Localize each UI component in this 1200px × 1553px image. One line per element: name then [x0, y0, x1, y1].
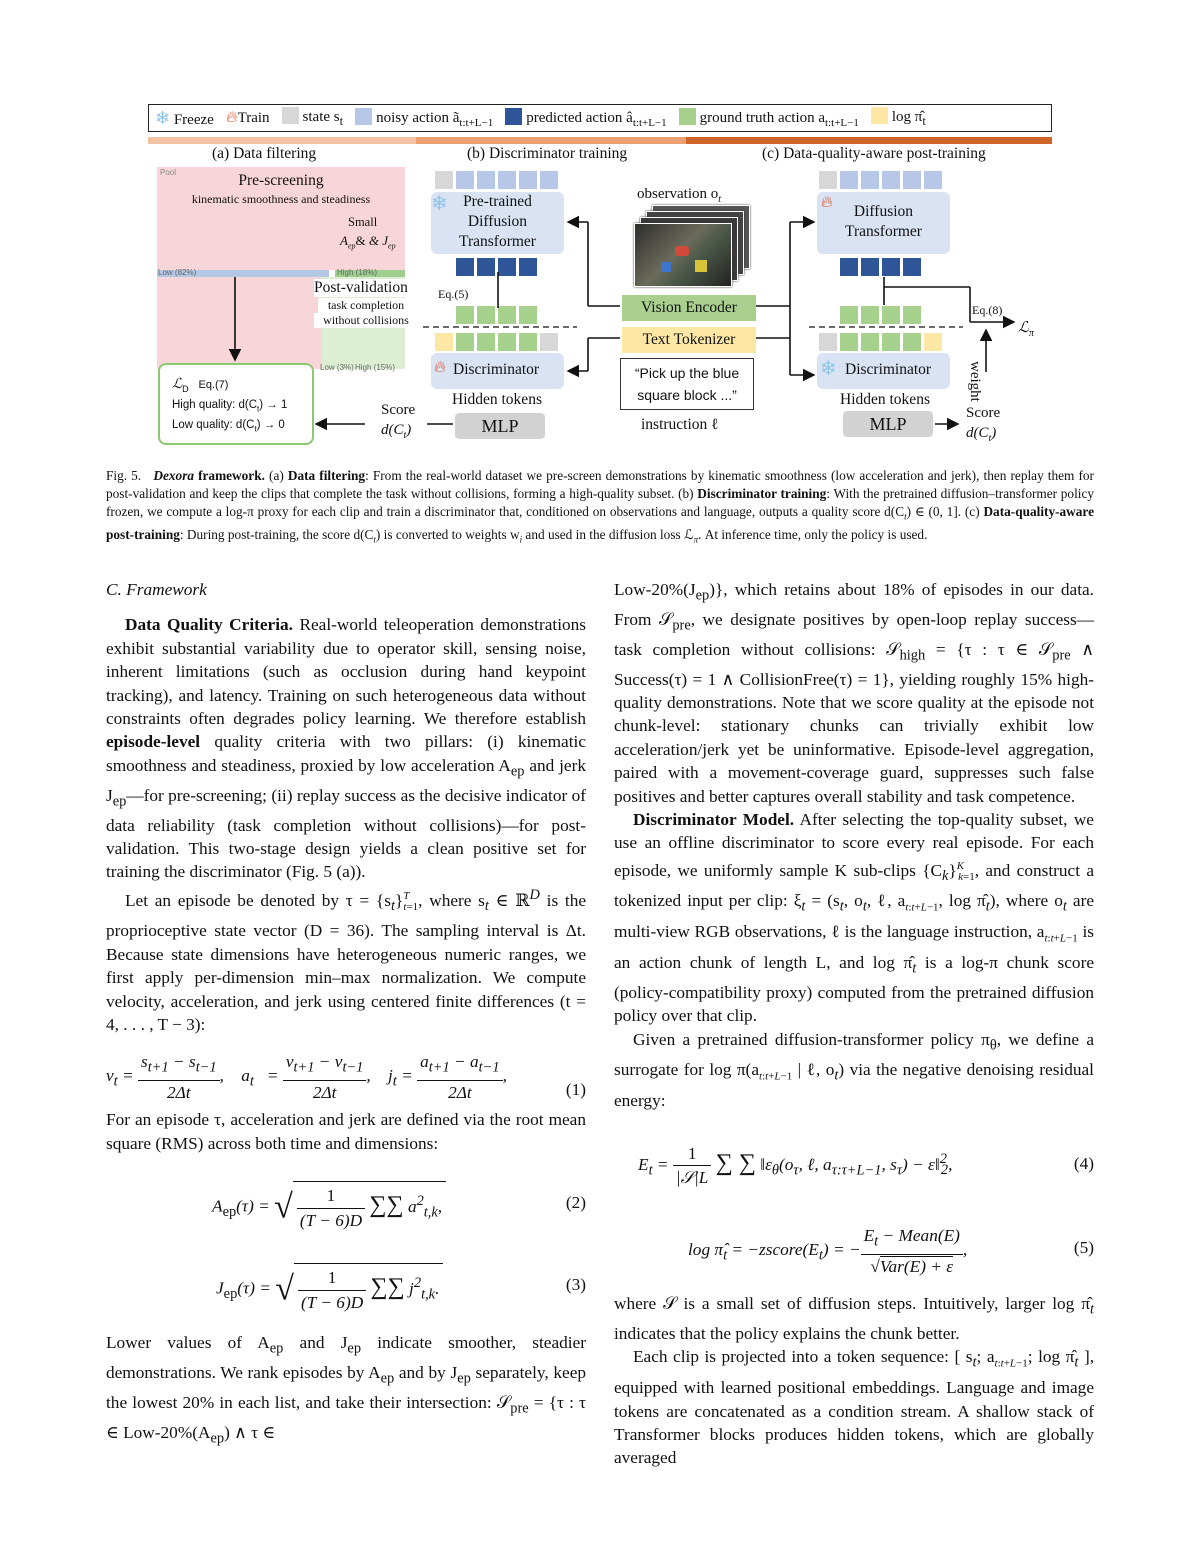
legend-train: 🔥︎Train — [225, 109, 270, 126]
high-quality-rule: High quality: $d(C_t) \to 1$ — [172, 399, 288, 414]
section-b-title: (b) Discriminator training — [467, 145, 628, 162]
equation-3: $J_{ep}(\tau)$ = √ $\frac{1}{(T - 6)D}$ ∑∑ $j^2_{t,k}$. (3) — [106, 1249, 586, 1323]
snowflake-icon: ❄ — [155, 107, 171, 128]
hidden-tokens-c: Hidden tokens — [840, 391, 930, 408]
figure-caption: Fig. 5. Dexora framework. (a) Data filtering: From the real-world dataset we pre-screen demonstrations by kinematic smoothness (low acceleration and jerk), then replay them for post-validation and keep the clips that complete the task without collisions, forming a high-quality subset. (b) Discriminator training: With the pretrained diffusion–transformer policy frozen, we compute a log-π proxy for each clip and train a discriminator that, conditioned on observations and language, outputs a quality score $d(C_t)$ ∈ (0, 1]. (c) Data-quality-aware post-training: During post-training, the score $d(C_t)$ is converted to weights $w_i$ and used in the diffusion loss ℒ$_\pi$. At inference time, only the policy is used. — [106, 468, 1095, 545]
postval-sub1: task completion — [318, 298, 414, 313]
fire-icon: 🔥︎ — [225, 109, 238, 126]
postval-title: Post-validation — [314, 279, 408, 296]
mlp-box-c: MLP — [843, 411, 933, 437]
para-selection: Low-$20\%(J_{ep})$}, which retains about 18% of episodes in our data. From 𝒮$_{pre}$, we designate positives by open-loop replay success—task completion without collisions: 𝒮$_{high}$ = {τ : τ ∈ 𝒮$_{pre}$ ∧ Success(τ) = 1 ∧ CollisionFree(τ) = 1}, yielding roughly 15% high-quality demonstrations. Note that we score quality at the episode not chunk-level: stationary chunks can trivially exhibit low acceleration/jerk yet be uninformative. Episode-level aggregation, paired with a movement-coverage guard, suppresses such false positives and better captures overall stability and task competence. — [614, 580, 1094, 806]
fire-icon: 🔥︎ — [434, 359, 446, 376]
legend-state: state $s_t$ — [282, 107, 344, 129]
score-symbol-b: $d(C_t)$ — [381, 422, 412, 441]
para-surrogate: Given a pretrained diffusion-transformer policy $\pi_\theta$, we define a surrogate for $\log \pi(a_{t:t+L-1}$ | ℓ, $o_t$) via the negative denoising residual energy: — [614, 1029, 1095, 1110]
postval-sub2: without collisions — [314, 313, 418, 328]
loss-d-label: ℒ$_D$ Eq.(7) — [172, 375, 229, 394]
para-discriminator-model: Discriminator Model. After selecting the top-quality subset, we use an offline discriminator to score every real episode. For each episode, we uniformly sample K sub-clips $\{C_k\}^K_{k=1}$, and construct a tokenized input per clip: $\xi_t = (s_t$, $o_t$, ℓ, $a_{t:t+L-1}$, $\log \pî_t$), where $o_t$ are multi-view RGB observations, ℓ is the language instruction, $a_{t:t+L-1}$ is an action chunk of length L, and $\log \pî_t$ is a log-π chunk score (policy-compatibility proxy) computed from the pretrained diffusion policy over that clip. — [614, 810, 1095, 1026]
low-quality-rule: Low quality: $d(C_t) \to 0$ — [172, 419, 285, 434]
high18-label: High (18%) — [337, 268, 378, 277]
discriminator-label-b: Discriminator — [453, 361, 540, 378]
score-label-c: Score — [966, 405, 1001, 421]
observation-label: observation $o_t$ — [637, 186, 722, 205]
score-label-b: Score — [381, 402, 416, 418]
small-symbols: $A_{ep}\&$ & $J_{ep}$ — [340, 233, 396, 251]
text-tokenizer-box: Text Tokenizer — [622, 327, 756, 353]
para-quality-criteria: Data Quality Criteria. Real-world teleoperation demonstrations exhibit substantial variability due to operator skill, sensing noise, inherent limitations (such as occlusion during hand keypoint tracking), and latency. Training on such heterogeneous data without constraints often degrades policy learning. We therefore establish episode-level quality criteria with two pillars: (i) kinematic smoothness and steadiness, proxied by low acceleration $A_{ep}$ and jerk $J_{ep}—for$ pre-screening; (ii) replay success as the decisive indicator of data reliability (task completion without collisions)—for post-validation. This two-stage design yields a clean positive set for training the discriminator (Fig. 5 (a)). — [106, 615, 586, 882]
pool-label: Pool — [160, 168, 177, 177]
loss-pi-label: ℒ$_\pi$ — [1018, 320, 1034, 339]
section-c-title: (c) Data-quality-aware post-training — [762, 145, 986, 162]
section-a-title: (a) Data filtering — [212, 145, 317, 162]
figure-arrows — [0, 0, 1200, 460]
para-where: where 𝒮 is a small set of diffusion steps. Intuitively, larger $\log \pî_t$ indicates that the policy explains the chunk better. — [614, 1293, 1094, 1343]
snowflake-icon: ❄ — [431, 193, 448, 215]
right-column — [614, 578, 1094, 1470]
diffusion-transformer-label-c: Diffusion Transformer — [845, 203, 922, 240]
vision-encoder-box: Vision Encoder — [622, 295, 756, 321]
low3-label: Low (3%) — [320, 363, 354, 372]
legend-noisy: noisy action $ã_{t:t+L-1}$ — [355, 108, 493, 129]
score-symbol-c: $d(C_t)$ — [966, 425, 997, 444]
high15-label: High (15%) — [355, 363, 396, 372]
instruction-quote-box: “Pick up the blue square block ...” — [620, 358, 754, 410]
section-heading: C. Framework — [106, 580, 207, 599]
instruction-label: instruction ℓ — [641, 416, 719, 433]
low82-label: Low (82%) — [158, 268, 197, 277]
left-column — [106, 578, 586, 1451]
legend-logpi: $\log \pî_t$ — [871, 107, 926, 129]
para-rms: For an episode τ, acceleration and jerk are defined via the root mean square (RMS) across both time and dimensions: — [106, 1110, 586, 1153]
weight-label: weight — [967, 361, 983, 402]
eq8-label: Eq.(8) — [972, 303, 1003, 317]
equation-1: $v_t$ = $\frac{s_{t+1} - s_{t-1}}{2\Delta t}$ , $a_t$ = $\frac{v_{t+1} - v_{t-1}}{2\Delta t}$ , $j_t$ = $\frac{a_{t+1} - a_{t-1}}{2\Delta t}$ , (1) — [106, 1052, 586, 1103]
mlp-box-b: MLP — [455, 413, 545, 439]
pretrained-dt-label: Pre-trained Diffusion Transformer — [459, 193, 536, 250]
para-token-sequence: Each clip is projected into a token sequence: [ $s_t$; $a_{t:t+L-1}$; $\log \pî_t$ ], equipped with learned positional embeddings. Language and image tokens are concatenated as a condition stream. A shallow stack of Transformer blocks produces hidden tokens, which are globally averaged — [614, 1347, 1095, 1468]
prescreen-sub: kinematic smoothness and steadiness — [191, 192, 371, 206]
equation-4: $E_t$ = $\frac{1}{\text{|𝒮|L}}$ ∑ ∑ $‖\varepsilon_\theta(o_\tau$, ℓ, $a_{\tau:\tau+L-1}$, $s_\tau$) − ε‖$^2_2$, (4) — [638, 1143, 1094, 1188]
eq5-label: Eq.(5) — [438, 287, 469, 301]
fire-icon: 🔥︎ — [821, 194, 833, 211]
small-label: Small — [348, 215, 378, 229]
para-episode-definition: Let an episode be denoted by $\tau = \{s_t\}^T_{t=1}$, where $s_t$ ∈ ℝ$^D$ is the proprioceptive state vector (D = 36). The sampling interval is Δt. Because state dimensions have heterogeneous numeric ranges, we first apply per-dimension min–max normalization. We compute velocity, acceleration, and jerk using centered finite differences (t = 4, . . . , T − 3): — [106, 886, 587, 1035]
legend-freeze: ❄ Freeze — [155, 107, 214, 128]
legend-pred: predicted action $â_{t:t+L-1}$ — [505, 108, 666, 129]
para-ranking: Lower values of $A_{ep}$ and $J_{ep}$ indicate smoother, steadier demonstrations. We rank episodes by $A_{ep}$ and by $J_{ep}$ separately, keep the lowest 20% in each list, and take their intersection: 𝒮$_{pre}$ = {τ : τ ∈ Low-$20\%(A_{ep})$ ∧ τ ∈ — [106, 1333, 587, 1447]
hidden-tokens-b: Hidden tokens — [452, 391, 542, 408]
legend-gt: ground truth action $a_{t:t+L-1}$ — [679, 108, 859, 129]
equation-5: $\log \pî_t$ = $-zscore(E_t)$ = − $\frac{E_t - Mean(E)}{\text{√Var(E) + ε}}$ , (5) — [688, 1225, 1094, 1276]
discriminator-label-c: Discriminator — [845, 361, 932, 378]
prescreen-title: Pre-screening — [238, 172, 324, 189]
snowflake-icon: ❄ — [820, 358, 837, 380]
equation-2: $A_{ep}(\tau)$ = √ $\frac{1}{(T - 6)D}$ ∑∑ $a^2_{t,k}$, (2) — [106, 1167, 586, 1241]
